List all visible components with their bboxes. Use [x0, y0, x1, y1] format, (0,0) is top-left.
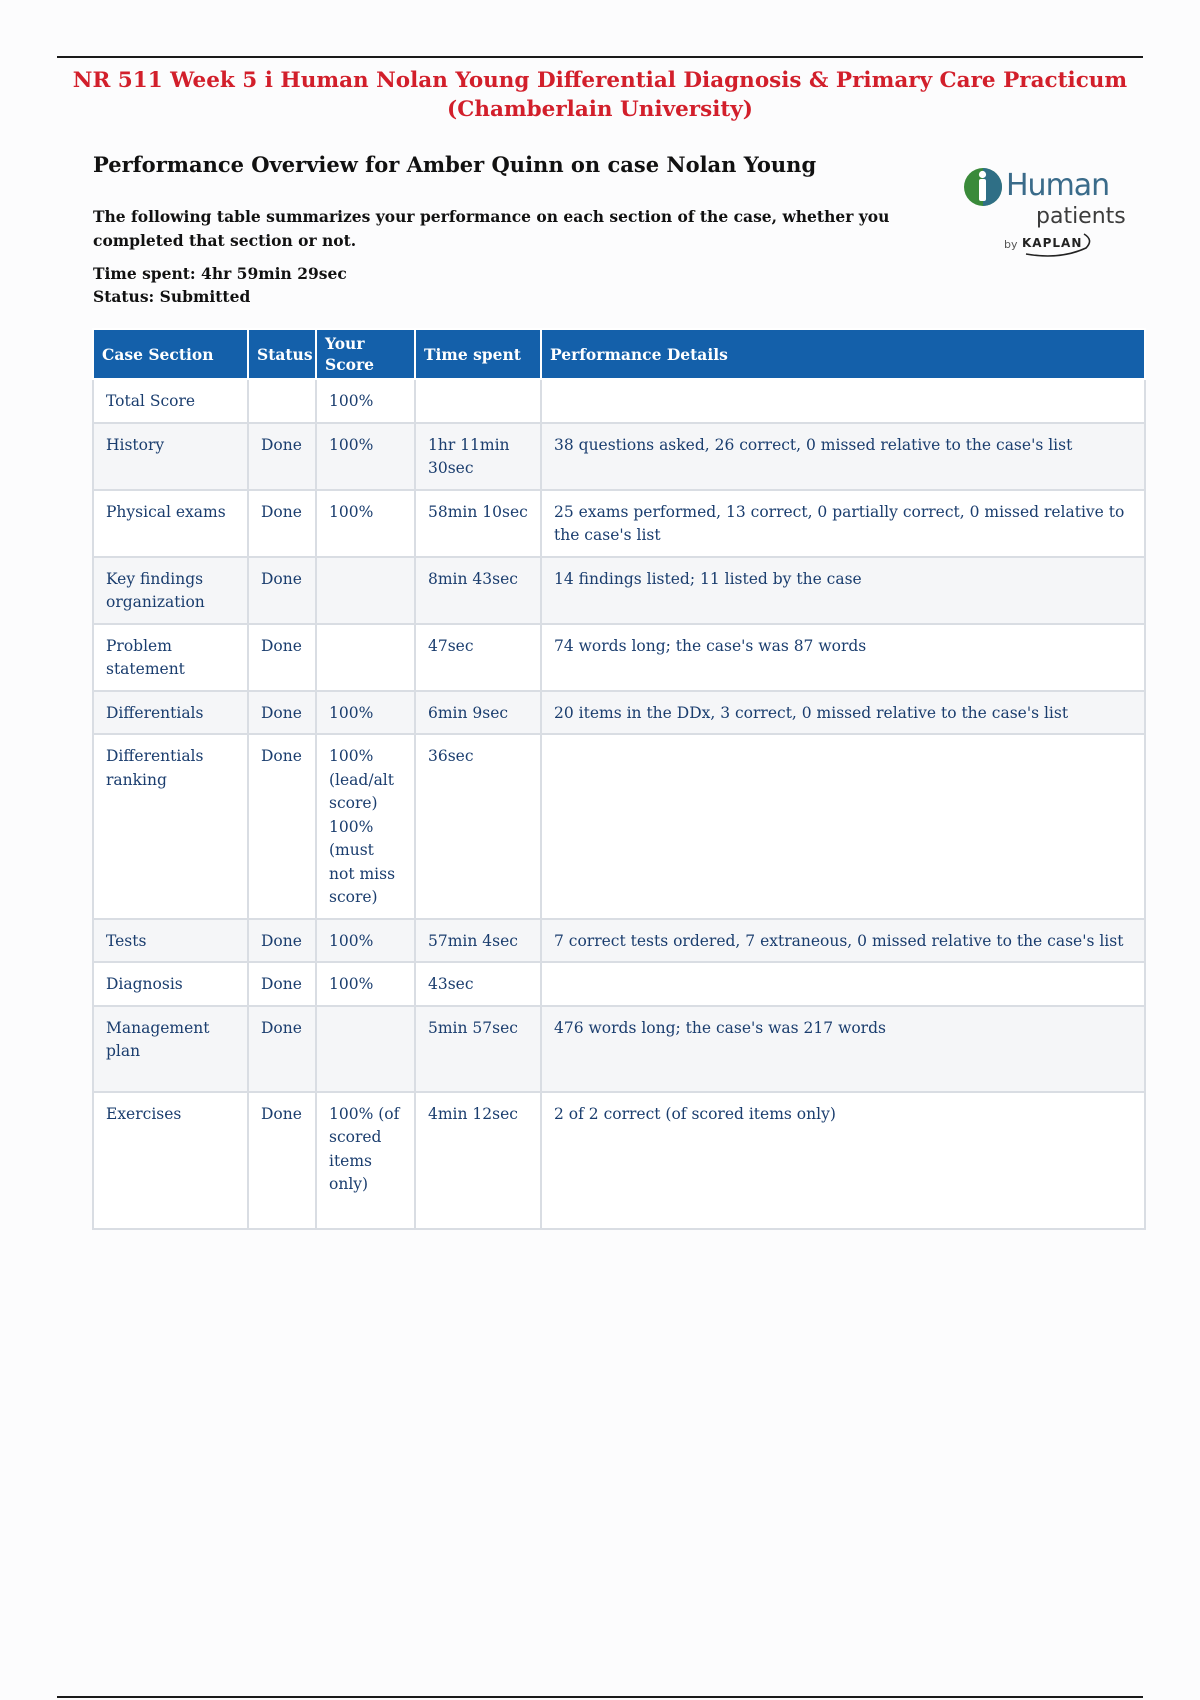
- table-row: [93, 557, 1145, 624]
- table-row: [93, 691, 1145, 735]
- time-spent-total: Time spent: 4hr 59min 29sec: [93, 264, 347, 283]
- cell-details: 74 words long; the case's was 87 words: [541, 624, 1145, 691]
- cell-section: Problem statement: [93, 624, 248, 691]
- cell-status: Done: [248, 962, 316, 1006]
- cell-score: [316, 624, 415, 691]
- cell-section: History: [93, 423, 248, 490]
- cell-details: [541, 734, 1145, 919]
- cell-section: Exercises: [93, 1092, 248, 1229]
- table-row: [93, 490, 1145, 557]
- cell-score: 100% (lead/alt score) 100% (must not miss score): [316, 734, 415, 919]
- bottom-rule: [57, 1696, 1143, 1698]
- document-title: [57, 66, 1143, 124]
- cell-time: 57min 4sec: [415, 919, 541, 963]
- cell-score: 100%: [316, 919, 415, 963]
- cell-section: Tests: [93, 919, 248, 963]
- performance-table: [92, 328, 1146, 1230]
- cell-section: Differentials: [93, 691, 248, 735]
- cell-details: [541, 962, 1145, 1006]
- table-row: [93, 919, 1145, 963]
- table-row: [93, 624, 1145, 691]
- header-your-score: Your Score: [316, 329, 415, 379]
- cell-time: 47sec: [415, 624, 541, 691]
- cell-time: 58min 10sec: [415, 490, 541, 557]
- cell-time: 36sec: [415, 734, 541, 919]
- cell-score: 100%: [316, 691, 415, 735]
- cell-status: Done: [248, 624, 316, 691]
- cell-score: 100%: [316, 423, 415, 490]
- cell-details: 476 words long; the case's was 217 words: [541, 1006, 1145, 1092]
- cell-section: Key findings organization: [93, 557, 248, 624]
- cell-status: Done: [248, 557, 316, 624]
- top-rule: [57, 56, 1143, 58]
- cell-status: Done: [248, 490, 316, 557]
- cell-time: 43sec: [415, 962, 541, 1006]
- table-header-row: [93, 329, 1145, 379]
- table-row: [93, 962, 1145, 1006]
- logo-by-text: by: [1004, 238, 1018, 251]
- cell-time: 6min 9sec: [415, 691, 541, 735]
- table-row: [93, 734, 1145, 919]
- table-row: [93, 423, 1145, 490]
- cell-score: 100% (of scored items only): [316, 1092, 415, 1229]
- cell-time: [415, 379, 541, 423]
- cell-section: Diagnosis: [93, 962, 248, 1006]
- table-row: [93, 1006, 1145, 1092]
- cell-time: 5min 57sec: [415, 1006, 541, 1092]
- cell-section: Physical exams: [93, 490, 248, 557]
- logo-word-human: Human: [1006, 168, 1110, 203]
- cell-score: 100%: [316, 490, 415, 557]
- header-status: Status: [248, 329, 316, 379]
- ihuman-patients-logo: [962, 166, 1142, 262]
- ihuman-logo-mark-icon: [962, 166, 1004, 208]
- header-case-section: Case Section: [93, 329, 248, 379]
- cell-details: 14 findings listed; 11 listed by the case: [541, 557, 1145, 624]
- cell-time: 4min 12sec: [415, 1092, 541, 1229]
- cell-section: Total Score: [93, 379, 248, 423]
- document-title-line-2: (Chamberlain University): [447, 97, 753, 122]
- cell-status: [248, 379, 316, 423]
- cell-details: 25 exams performed, 13 correct, 0 partially correct, 0 missed relative to the case's list: [541, 490, 1145, 557]
- cell-score: [316, 1006, 415, 1092]
- cell-score: 100%: [316, 962, 415, 1006]
- cell-status: Done: [248, 919, 316, 963]
- cell-details: 38 questions asked, 26 correct, 0 missed relative to the case's list: [541, 423, 1145, 490]
- cell-time: 8min 43sec: [415, 557, 541, 624]
- cell-section: Management plan: [93, 1006, 248, 1092]
- cell-status: Done: [248, 691, 316, 735]
- cell-details: 20 items in the DDx, 3 correct, 0 missed relative to the case's list: [541, 691, 1145, 735]
- cell-details: 7 correct tests ordered, 7 extraneous, 0 missed relative to the case's list: [541, 919, 1145, 963]
- table-row: [93, 1092, 1145, 1229]
- cell-status: Done: [248, 1092, 316, 1229]
- cell-time: 1hr 11min 30sec: [415, 423, 541, 490]
- header-time-spent: Time spent: [415, 329, 541, 379]
- logo-kaplan-text: KAPLAN: [1022, 236, 1083, 250]
- logo-word-patients: patients: [1036, 204, 1126, 229]
- header-performance-details: Performance Details: [541, 329, 1145, 379]
- cell-details: 2 of 2 correct (of scored items only): [541, 1092, 1145, 1229]
- cell-score: [316, 557, 415, 624]
- cell-section: Differentials ranking: [93, 734, 248, 919]
- intro-text: The following table summarizes your performance on each section of the case, whether you completed that section or not.: [93, 207, 890, 250]
- submission-status: Status: Submitted: [93, 287, 251, 306]
- table-row: [93, 379, 1145, 423]
- cell-status: Done: [248, 1006, 316, 1092]
- cell-details: [541, 379, 1145, 423]
- cell-status: Done: [248, 423, 316, 490]
- cell-status: Done: [248, 734, 316, 919]
- document-title-line-1: NR 511 Week 5 i Human Nolan Young Differential Diagnosis & Primary Care Practicum: [72, 68, 1128, 93]
- cell-score: 100%: [316, 379, 415, 423]
- overview-heading: Performance Overview for Amber Quinn on case Nolan Young: [93, 152, 817, 177]
